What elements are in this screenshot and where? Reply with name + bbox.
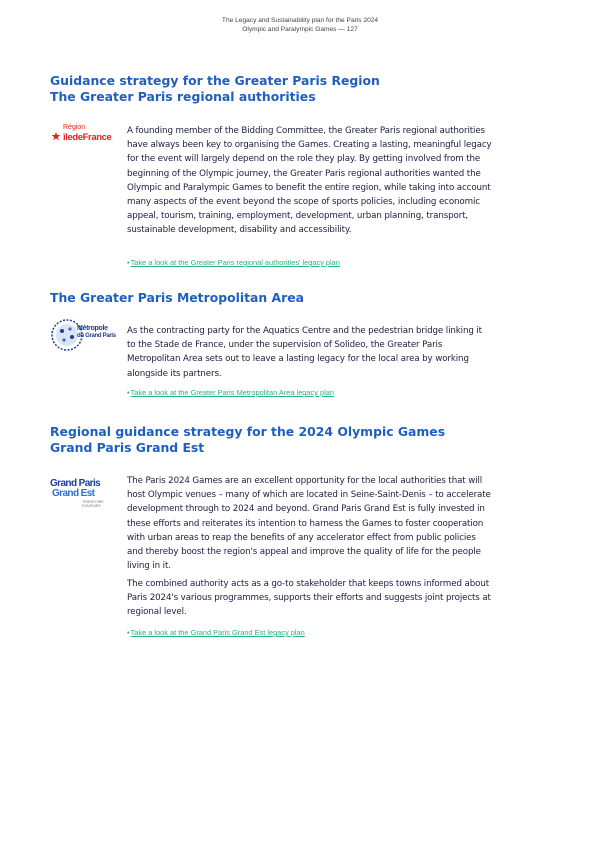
logo-territoire-text: TERRITOIRE (82, 500, 104, 504)
link-bullet-icon: • (127, 258, 130, 267)
logo-ile-de: îlede (63, 132, 83, 143)
grand-paris-grand-est-logo (50, 476, 122, 516)
logo-avenirs-text: D'AVENIRS (82, 504, 101, 508)
section1-title-line1: Guidance strategy for the Greater Paris Region (50, 73, 380, 88)
section3-heading (50, 424, 445, 456)
section3-paragraph-2: The combined authority acts as a go-to stakeholder that keeps towns informed about Paris 2024's various programmes, supports their efforts and suggests joint projects at regional level. (127, 579, 491, 618)
section1-title-line2: The Greater Paris regional authorities (50, 89, 316, 104)
section3-title-line1: Regional guidance strategy for the 2024 Olympic Games (50, 424, 446, 439)
section2-link-row (127, 388, 334, 398)
logo-region-text: Région (63, 124, 86, 131)
logo-grand-paris-text: du Grand Paris (77, 333, 116, 339)
section2-heading: The Greater Paris Metropolitan Area (50, 290, 304, 305)
section3-title-line2: Grand Paris Grand Est (50, 440, 205, 455)
logo-metropole-text: Métropole (77, 325, 108, 332)
section3-link-row (127, 628, 305, 638)
section1-link-row (127, 258, 340, 268)
section1-paragraph: A founding member of the Bidding Committee, the Greater Paris regional authorities have always been key to organising the Games. Creating a lasting, meaningful legacy for the event will largely depend on the role they play. By getting involved from the beginning of the Olympic journey, the Greater Paris regional authorities wanted the Olympic and Paralympic Games to benefit the entire region, while taking into account many aspects of the event beyond the scope of sports policies, including economic appeal, tourism, training, employment, development, urban planning, transport, sustainable development, disability and accessibility. (127, 126, 492, 236)
section1-heading (50, 73, 380, 105)
metropole-grand-paris-logo (50, 318, 120, 352)
link-bullet-icon: • (127, 628, 130, 637)
logo-ile-de-france-text (63, 132, 111, 143)
region-ile-de-france-logo (50, 124, 120, 148)
link-bullet-icon: • (127, 388, 130, 397)
logo-france: France (82, 132, 112, 143)
section3-paragraph-1: The Paris 2024 Games are an excellent opportunity for the local authorities that will host Olympic venues – many of which are located in Seine-Saint-Denis – to accelerate development through to 2024 and beyond. Grand Paris Grand Est is fully invested in these efforts and reiterates its intention to harness the Games to foster cooperation with urban areas to reap the benefits of any accelerator effect from public policies and thereby boost the region's appeal and improve the quality of life for the people living in it. (127, 476, 491, 572)
section2-legacy-link[interactable]: Take a look at the Greater Paris Metropolitan Area legacy plan (130, 388, 334, 397)
section3-legacy-link[interactable]: Take a look at the Grand Paris Grand Est legacy plan (130, 628, 305, 637)
section1-legacy-link[interactable]: Take a look at the Greater Paris regional authorities' legacy plan (130, 258, 340, 267)
logo-grand-paris-text: Grand Paris (50, 478, 101, 489)
logo-grand-est-text: Grand Est (52, 488, 95, 499)
header-line-2: Olympic and Paralympic Games — 127 (242, 26, 358, 33)
section2-paragraph: As the contracting party for the Aquatics Centre and the pedestrian bridge linking it to the Stade de France, under the supervision of Solideo, the Greater Paris Metropolitan Area sets out to leave a lasting legacy for the local area by working alongside its partners. (127, 326, 482, 379)
page-header (0, 16, 600, 34)
header-line-1: The Legacy and Sustainability plan for the Paris 2024 (221, 17, 379, 24)
